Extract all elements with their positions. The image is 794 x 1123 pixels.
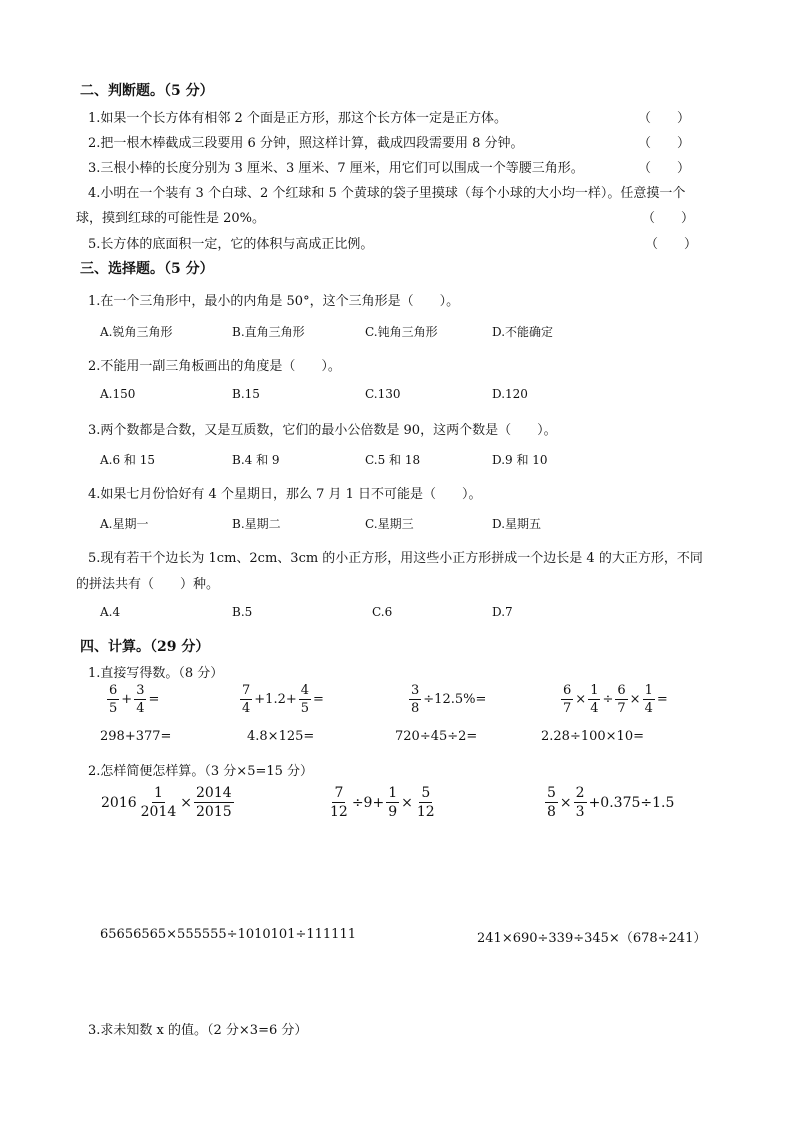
choice-q5-line2: 的拼法共有（ ）种。 — [76, 577, 220, 592]
choice-q3-option-a[interactable]: A.6 和 15 — [100, 453, 156, 467]
calc-part3-title: 3.求未知数 x 的值。（2 分×3=6 分） — [88, 1023, 308, 1038]
operator: × — [629, 692, 641, 707]
calc-p1-expr-1 — [106, 684, 160, 715]
section-3-title: 三、选择题。（5 分） — [80, 261, 214, 277]
frac-numerator: 1 — [388, 785, 398, 801]
operator: +0.375÷1.5 — [588, 794, 675, 811]
choice-q4-option-a[interactable]: A.星期一 — [100, 517, 149, 531]
operator: ÷9+ — [351, 794, 385, 811]
frac-numerator: 6 — [563, 683, 572, 698]
equals: = — [656, 692, 668, 707]
frac-denominator: 5 — [300, 701, 310, 716]
equals: = — [313, 692, 324, 707]
frac-denominator: 2014 — [140, 804, 177, 820]
equals: = — [148, 692, 160, 707]
choice-q5-option-d[interactable]: D.7 — [492, 605, 513, 619]
choice-q1-option-a[interactable]: A.锐角三角形 — [100, 325, 173, 339]
calc-p1-expr-5: 298+377= — [100, 729, 172, 744]
frac-denominator: 7 — [617, 701, 626, 716]
frac-numerator: 3 — [136, 683, 145, 698]
frac-numerator: 6 — [109, 683, 118, 698]
section-4-title: 四、计算。（29 分） — [80, 639, 210, 655]
operator: ÷ — [602, 692, 614, 707]
frac-numerator: 7 — [242, 683, 251, 698]
calc-p2-expr-1 — [100, 786, 235, 819]
judge-answer-5[interactable]: （ ） — [645, 237, 698, 252]
frac-denominator: 12 — [330, 804, 348, 820]
calc-p1-expr-7: 720÷45÷2= — [395, 729, 478, 744]
choice-q1-option-b[interactable]: B.直角三角形 — [232, 325, 305, 339]
frac-numerator: 4 — [300, 683, 310, 698]
choice-q4-option-c[interactable]: C.星期三 — [365, 517, 414, 531]
operator: × — [180, 794, 193, 811]
frac-denominator: 4 — [242, 701, 251, 716]
calc-part2-title: 2.怎样简便怎样算。（3 分×5=15 分） — [88, 764, 314, 779]
operator: × — [401, 794, 413, 811]
choice-q2-option-b[interactable]: B.15 — [232, 387, 260, 401]
judge-item-2: 2.把一根木棒截成三段要用 6 分钟，照这样计算，截成四段需要用 8 分钟。 — [88, 136, 524, 151]
frac-numerator: 2014 — [196, 785, 232, 801]
calc-p2-expr-3 — [544, 786, 675, 819]
frac-denominator: 2015 — [196, 804, 232, 820]
frac-numerator: 2 — [575, 785, 585, 801]
judge-item-4-line2: 球，摸到红球的可能性是 20%。 — [76, 211, 266, 226]
operator: + — [121, 692, 133, 707]
choice-q4-option-b[interactable]: B.星期二 — [232, 517, 281, 531]
choice-q4-option-d[interactable]: D.星期五 — [492, 517, 542, 531]
frac-numerator: 3 — [411, 683, 420, 698]
calc-p1-expr-2 — [239, 684, 325, 715]
frac-denominator: 7 — [563, 701, 572, 716]
calc-p1-expr-6: 4.8×125= — [247, 729, 315, 744]
judge-answer-3[interactable]: （ ） — [638, 161, 691, 176]
calc-p2-expr-4: 65656565×555555÷1010101÷111111 — [100, 927, 356, 942]
judge-item-5: 5.长方体的底面积一定，它的体积与高成正比例。 — [88, 237, 374, 252]
choice-q3-option-b[interactable]: B.4 和 9 — [232, 453, 280, 467]
judge-item-1: 1.如果一个长方体有相邻 2 个面是正方形，那这个长方体一定是正方体。 — [88, 111, 507, 126]
frac-denominator: 4 — [590, 701, 599, 716]
section-2-title: 二、判断题。（5 分） — [80, 83, 214, 99]
choice-q3-option-d[interactable]: D.9 和 10 — [492, 453, 548, 467]
choice-q5-option-c[interactable]: C.6 — [372, 605, 393, 619]
judge-answer-2[interactable]: （ ） — [638, 136, 691, 151]
frac-denominator: 8 — [547, 804, 556, 820]
operator: × — [575, 692, 587, 707]
frac-denominator: 4 — [644, 701, 653, 716]
choice-q2-option-a[interactable]: A.150 — [100, 387, 136, 401]
calc-p1-expr-4 — [560, 684, 669, 715]
calc-part1-title: 1.直接写得数。（8 分） — [88, 666, 224, 681]
judge-item-3: 3.三根小棒的长度分别为 3 厘米、3 厘米、7 厘米，用它们可以围成一个等腰三角形。 — [88, 161, 584, 176]
frac-denominator: 4 — [136, 701, 145, 716]
frac-numerator: 6 — [617, 683, 626, 698]
choice-q5: 5.现有若干个边长为 1cm、2cm、3cm 的小正方形，用这些小正方形拼成一个边长是 4 的大正方形，不同 — [88, 551, 703, 566]
judge-item-4: 4.小明在一个装有 3 个白球、2 个红球和 5 个黄球的袋子里摸球（每个小球的大小均一样）。任意摸一个 — [88, 186, 686, 201]
choice-q1-option-d[interactable]: D.不能确定 — [492, 325, 554, 339]
choice-q3: 3.两个数都是合数，又是互质数，它们的最小公倍数是 90，这两个数是（ ）。 — [88, 423, 557, 438]
choice-q5-option-b[interactable]: B.5 — [232, 605, 253, 619]
frac-numerator: 5 — [421, 785, 431, 801]
frac-numerator: 1 — [644, 683, 653, 698]
choice-q3-option-c[interactable]: C.5 和 18 — [365, 453, 421, 467]
operator: × — [559, 794, 572, 811]
frac-numerator: 7 — [334, 785, 344, 801]
calc-p2-expr-5: 241×690÷339÷345×（678÷241） — [477, 931, 707, 946]
frac-numerator: 1 — [590, 683, 599, 698]
choice-q2: 2.不能用一副三角板画出的角度是（ ）。 — [88, 359, 341, 374]
frac-denominator: 12 — [416, 804, 435, 820]
operator: +1.2+ — [254, 692, 297, 707]
choice-q2-option-d[interactable]: D.120 — [492, 387, 528, 401]
frac-denominator: 9 — [388, 804, 398, 820]
frac-denominator: 3 — [575, 804, 585, 820]
choice-q2-option-c[interactable]: C.130 — [365, 387, 401, 401]
judge-answer-4[interactable]: （ ） — [642, 211, 695, 226]
frac-denominator: 5 — [109, 701, 118, 716]
whole-number: 2016 — [101, 794, 137, 811]
calc-p1-expr-8: 2.28÷100×10= — [541, 729, 644, 744]
calc-p2-expr-2 — [327, 786, 438, 819]
frac-numerator: 1 — [154, 785, 163, 801]
choice-q5-option-a[interactable]: A.4 — [100, 605, 121, 619]
operator: ÷12.5%= — [423, 692, 487, 707]
judge-answer-1[interactable]: （ ） — [638, 111, 691, 126]
choice-q1: 1.在一个三角形中，最小的内角是 50°，这个三角形是（ ）。 — [88, 294, 460, 309]
choice-q1-option-c[interactable]: C.钝角三角形 — [365, 325, 438, 339]
frac-numerator: 5 — [547, 785, 556, 801]
frac-denominator: 8 — [411, 701, 420, 716]
choice-q4: 4.如果七月份恰好有 4 个星期日，那么 7 月 1 日不可能是（ ）。 — [88, 487, 482, 502]
calc-p1-expr-3 — [408, 684, 487, 715]
